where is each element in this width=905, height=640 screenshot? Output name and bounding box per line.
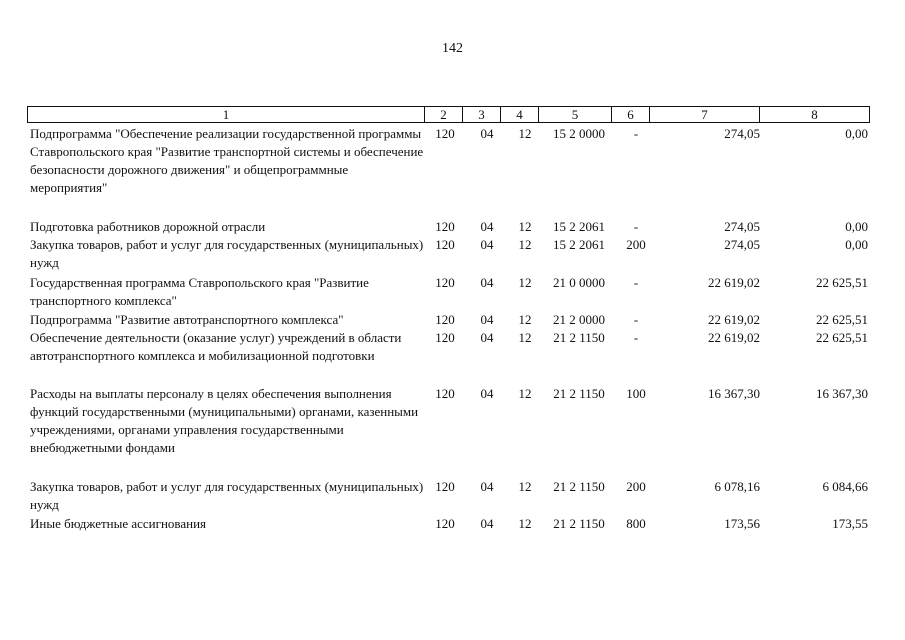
header-cell: 3 xyxy=(463,107,501,123)
cell-section: 04 xyxy=(480,237,494,252)
cell-section: 04 xyxy=(480,330,494,345)
cell-target-article: 21 0 0000 xyxy=(553,275,605,290)
cell-expense-type: 100 xyxy=(626,386,646,401)
row-name: Подпрограмма "Развитие автотранспортного комплекса" xyxy=(30,312,344,327)
cell-amount-7: 22 619,02 xyxy=(708,330,760,345)
cell-target-article: 15 2 2061 xyxy=(553,219,605,234)
cell-ministry-code: 120 xyxy=(435,479,455,494)
cell-ministry-code: 120 xyxy=(435,126,455,141)
cell-target-article: 21 2 1150 xyxy=(553,516,605,531)
cell-section: 04 xyxy=(480,126,494,141)
cell-target-article: 15 2 2061 xyxy=(553,237,605,252)
cell-expense-type: - xyxy=(633,330,639,345)
row-name: Государственная программа Ставропольского края "Развитие транспортного комплекса" xyxy=(30,275,369,308)
cell-amount-8: 173,55 xyxy=(832,516,868,531)
header-cell: 2 xyxy=(425,107,463,123)
cell-ministry-code: 120 xyxy=(435,237,455,252)
row-name: Иные бюджетные ассигнования xyxy=(30,516,207,531)
cell-expense-type: - xyxy=(633,275,639,290)
header-cell: 4 xyxy=(501,107,539,123)
cell-section: 04 xyxy=(480,219,494,234)
cell-ministry-code: 120 xyxy=(435,275,455,290)
cell-amount-8: 22 625,51 xyxy=(816,312,868,327)
cell-subsection: 12 xyxy=(518,237,532,252)
cell-ministry-code: 120 xyxy=(435,516,455,531)
row-name: Обеспечение деятельности (оказание услуг) учреждений в области автотранспортного комплекса и мобилизационной подготовки xyxy=(30,330,402,363)
cell-amount-7: 173,56 xyxy=(724,516,760,531)
cell-expense-type: 200 xyxy=(626,479,646,494)
cell-amount-7: 274,05 xyxy=(724,237,760,252)
cell-amount-7: 22 619,02 xyxy=(708,275,760,290)
cell-target-article: 15 2 0000 xyxy=(553,126,605,141)
cell-subsection: 12 xyxy=(518,479,532,494)
cell-subsection: 12 xyxy=(518,312,532,327)
row-name: Расходы на выплаты персоналу в целях обеспечения выполнения функций государственными (муниципальными) органами, казенными учреждениями, органами управления государственными внебюджетными фондами xyxy=(30,386,419,455)
header-cell: 6 xyxy=(612,107,650,123)
cell-subsection: 12 xyxy=(518,275,532,290)
cell-amount-7: 16 367,30 xyxy=(708,386,760,401)
page-number: 142 xyxy=(442,41,463,56)
cell-section: 04 xyxy=(480,275,494,290)
cell-amount-8: 0,00 xyxy=(845,237,868,252)
row-name: Закупка товаров, работ и услуг для государственных (муниципальных) нужд xyxy=(30,237,424,270)
cell-amount-7: 22 619,02 xyxy=(708,312,760,327)
cell-amount-7: 6 078,16 xyxy=(714,479,760,494)
header-cell: 5 xyxy=(539,107,612,123)
header-cell: 7 xyxy=(650,107,760,123)
cell-ministry-code: 120 xyxy=(435,330,455,345)
cell-amount-8: 16 367,30 xyxy=(816,386,868,401)
cell-amount-7: 274,05 xyxy=(724,126,760,141)
row-name: Подпрограмма "Обеспечение реализации государственной программы Ставропольского края "Развитие транспортной системы и обеспечение безопасности дорожного движения" и общепрограммные мероприятия" xyxy=(30,126,424,195)
cell-subsection: 12 xyxy=(518,386,532,401)
cell-subsection: 12 xyxy=(518,219,532,234)
cell-amount-8: 0,00 xyxy=(845,126,868,141)
row-name: Закупка товаров, работ и услуг для государственных (муниципальных) нужд xyxy=(30,479,424,512)
cell-section: 04 xyxy=(480,386,494,401)
header-cell: 8 xyxy=(760,107,870,123)
cell-target-article: 21 2 0000 xyxy=(553,312,605,327)
cell-section: 04 xyxy=(480,479,494,494)
cell-section: 04 xyxy=(480,312,494,327)
cell-expense-type: 800 xyxy=(626,516,646,531)
cell-target-article: 21 2 1150 xyxy=(553,330,605,345)
cell-amount-8: 22 625,51 xyxy=(816,330,868,345)
cell-expense-type: - xyxy=(633,126,639,141)
cell-subsection: 12 xyxy=(518,516,532,531)
cell-target-article: 21 2 1150 xyxy=(553,479,605,494)
cell-ministry-code: 120 xyxy=(435,386,455,401)
cell-expense-type: - xyxy=(633,312,639,327)
cell-amount-8: 22 625,51 xyxy=(816,275,868,290)
cell-amount-8: 6 084,66 xyxy=(822,479,868,494)
cell-subsection: 12 xyxy=(518,330,532,345)
cell-expense-type: - xyxy=(633,219,639,234)
row-name: Подготовка работников дорожной отрасли xyxy=(30,219,266,234)
cell-expense-type: 200 xyxy=(626,237,646,252)
cell-amount-7: 274,05 xyxy=(724,219,760,234)
cell-ministry-code: 120 xyxy=(435,312,455,327)
header-cell: 1 xyxy=(28,107,425,123)
cell-section: 04 xyxy=(480,516,494,531)
cell-ministry-code: 120 xyxy=(435,219,455,234)
cell-subsection: 12 xyxy=(518,126,532,141)
cell-target-article: 21 2 1150 xyxy=(553,386,605,401)
cell-amount-8: 0,00 xyxy=(845,219,868,234)
